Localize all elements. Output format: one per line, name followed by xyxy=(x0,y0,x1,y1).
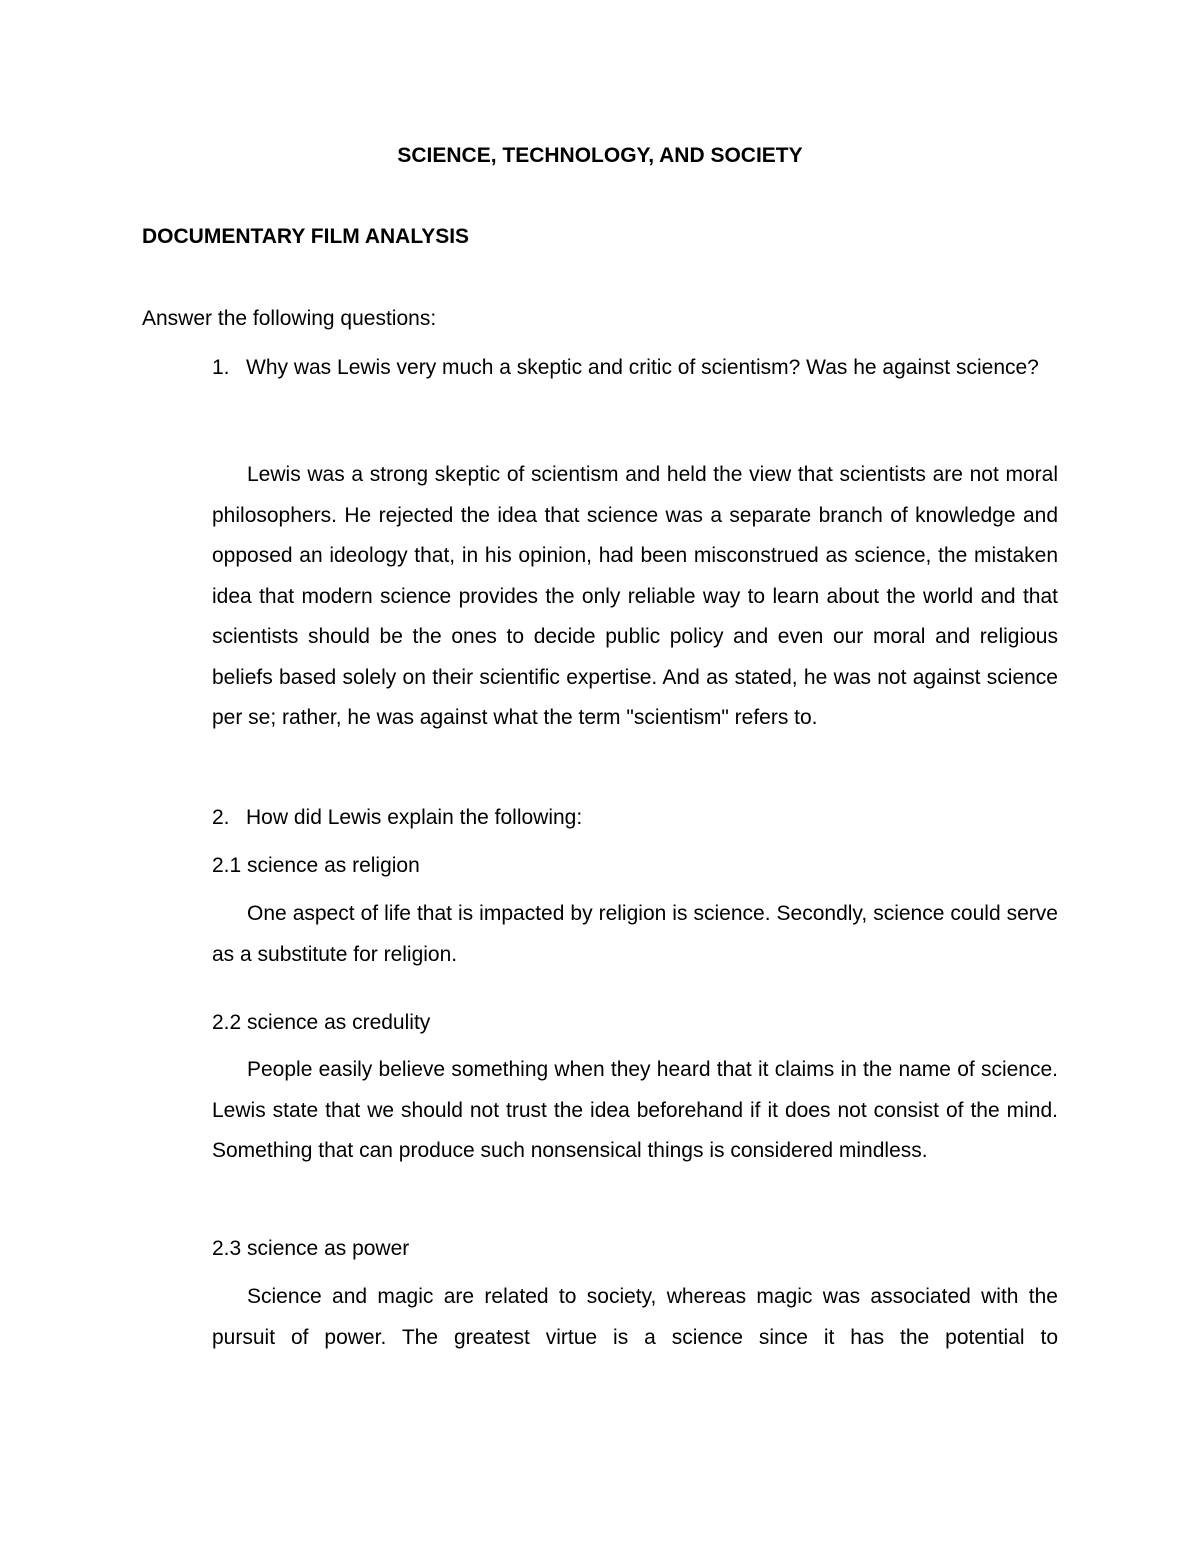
subquestion-2-3-answer: Science and magic are related to society, whereas magic was associated with the pursuit of power. The greatest virtue is a science since it has the potential to xyxy=(212,1285,1058,1349)
question-1-number: 1. xyxy=(212,356,230,379)
question-2-number: 2. xyxy=(212,806,230,829)
document-title: SCIENCE, TECHNOLOGY, AND SOCIETY xyxy=(397,144,803,167)
subquestion-2-1-answer: One aspect of life that is impacted by religion is science. Secondly, science could serve as a substitute for religion. xyxy=(212,902,1058,966)
question-1-text: Why was Lewis very much a skeptic and critic of scientism? Was he against science? xyxy=(246,356,1039,379)
subquestion-2-1-label: 2.1 science as religion xyxy=(212,854,420,877)
section-heading: DOCUMENTARY FILM ANALYSIS xyxy=(142,225,470,248)
subquestion-2-2-label: 2.2 science as credulity xyxy=(212,1011,431,1034)
question-2-text: How did Lewis explain the following: xyxy=(246,806,583,829)
instruction-text: Answer the following questions: xyxy=(142,307,437,330)
subquestion-2-2-answer: People easily believe something when they heard that it claims in the name of science. Lewis state that we should not trust the idea beforehand if it does not consist of the mind. Something that can produce such nonsensical things is considered mindless. xyxy=(212,1058,1058,1162)
answer-1: Lewis was a strong skeptic of scientism and held the view that scientists are not moral philosophers. He rejected the idea that science was a separate branch of knowledge and opposed an ideology that, in his opinion, had been misconstrued as science, the mistaken idea that modern science provides the only reliable way to learn about the world and that scientists should be the ones to decide public policy and even our moral and religious beliefs based solely on their scientific expertise. And as stated, he was not against science per se; rather, he was against what the term "scientism" refers to. xyxy=(212,463,1058,729)
subquestion-2-3-label: 2.3 science as power xyxy=(212,1237,410,1260)
